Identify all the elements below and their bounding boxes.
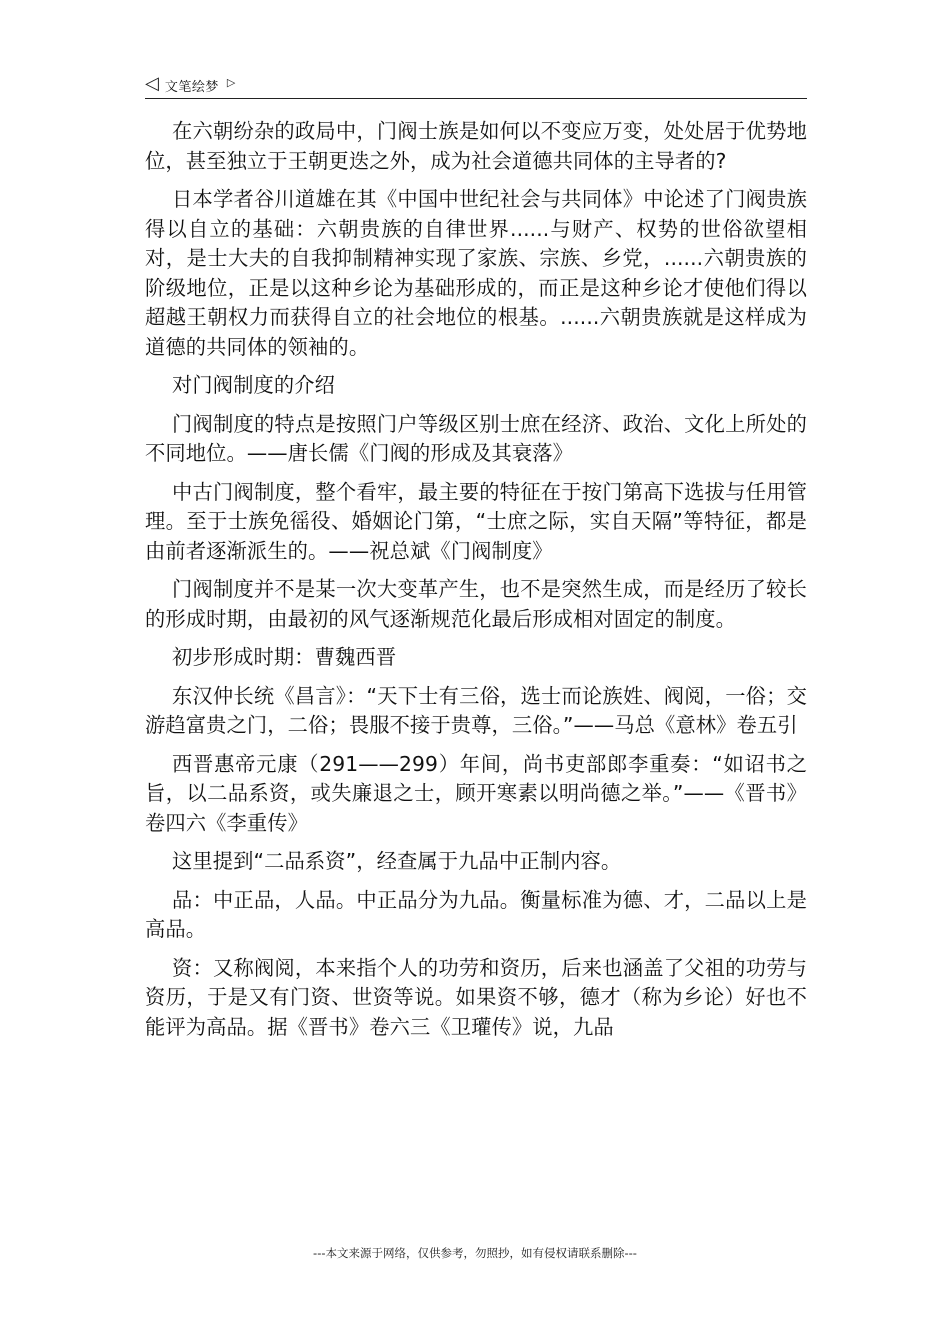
paragraph: 门阀制度的特点是按照门户等级区别士庶在经济、政治、文化上所处的不同地位。——唐长儒《门阀的形成及其衰落》 [145,411,807,465]
section-heading: 初步形成时期：曹魏西晋 [172,645,397,669]
page-footer-notice: ---本文来源于网络，仅供参考，勿照抄，如有侵权请联系删除--- [313,1246,637,1260]
paragraph: 这里提到“二品系资”，经查属于九品中正制内容。 [172,849,622,873]
header-brand: 文笔绘梦 [164,79,219,95]
triangle-right-icon: ▷ [226,75,236,89]
page-header [145,72,807,99]
section-heading: 对门阀制度的介绍 [172,373,336,397]
document-body [145,117,807,1051]
paragraph: 中古门阀制度，整个看牢，最主要的特征在于按门第高下选拔与任用管理。至于士族免徭役、婚姻论门第，“士庶之际，实自天隔”等特征，都是由前者逐渐派生的。——祝总斌《门阀制度》 [145,479,807,563]
paragraph: 日本学者谷川道雄在其《中国中世纪社会与共同体》中论述了门阀贵族得以自立的基础：六朝贵族的自律世界......与财产、权势的世俗欲望相对，是士大夫的自我抑制精神实现了家族、宗族、乡党，......六朝贵族的阶级地位，正是以这种乡论为基础形成的，而正是这种乡论才使他们得以超越王朝权力而获得自立的社会地位的根基。......六朝贵族就是这样成为道德的共同体的领袖的。 [145,187,807,359]
triangle-left-icon: ◁ [145,73,159,94]
paragraph: 在六朝纷杂的政局中，门阀士族是如何以不变应万变，处处居于优势地位，甚至独立于王朝更迭之外，成为社会道德共同体的主导者的? [145,119,807,173]
paragraph: 门阀制度并不是某一次大变革产生，也不是突然生成，而是经历了较长的形成时期，由最初的风气逐渐规范化最后形成相对固定的制度。 [145,577,807,631]
paragraph: 东汉仲长统《昌言》：“天下士有三俗，选士而论族姓、阀阅，一俗；交游趋富贵之门，二俗；畏服不接于贵尊，三俗。”——马总《意林》卷五引 [145,683,807,737]
paragraph: 资：又称阀阅，本来指个人的功劳和资历，后来也涵盖了父祖的功劳与资历，于是又有门资、世资等说。如果资不够，德才（称为乡论）好也不能评为高品。据《晋书》卷六三《卫瓘传》说，九品 [145,955,807,1039]
paragraph: 西晋惠帝元康（291——299）年间，尚书吏部郎李重奏：“如诏书之旨，以二品系资，或失廉退之士，顾开寒素以明尚德之举。”——《晋书》卷四六《李重传》 [145,751,807,835]
paragraph: 品：中正品，人品。中正品分为九品。衡量标准为德、才，二品以上是高品。 [145,887,807,941]
